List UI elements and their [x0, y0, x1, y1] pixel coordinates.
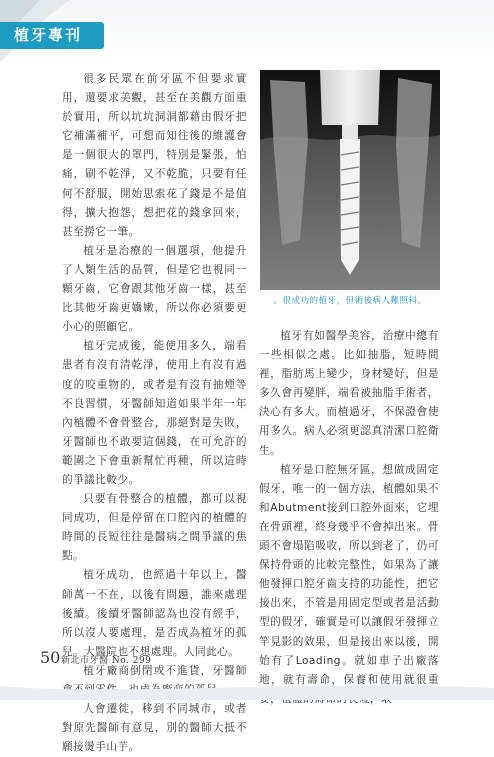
paragraph: 植牙成功，也經過十年以上，醫師萬一不在，以後有問題，誰來處理後續。後續牙醫師認為也沒有經手，所以沒人要處理，是否成為植牙的孤兒。大醫院也不想處理。人同此心。: [62, 569, 247, 658]
section-label: 植牙專刊: [0, 22, 104, 49]
page-number: 50: [40, 648, 61, 667]
paragraph: 植牙是治療的一個選項，他提升了人類生活的品質，但是它也視同一顆牙齒，它會跟其他牙齒一樣，甚至比其他牙齒更嬌嫩，所以你必須要更小心的照顧它。: [62, 244, 247, 334]
paragraph: 植牙是口腔無牙區，想做成固定假牙，唯一的一個方法，植體如果不和Abutment接到口腔外面來，它埋在骨頭裡，終身幾乎不會掉出來。骨頭不會塌陷吸收，所以到老了，仍可保持骨頭的比較完整性，如果為了讓他發揮口腔牙齒支持的功能性，把它接出來，不管是用固定型或者是活動型的假牙，確實是可以讓假牙發揮立竿見影的效果，但是接出來以後，開始有了Loading。就如車子出廠落地，就有壽命，保養和使用就很重: [259, 463, 439, 686]
dental-xray-image: [260, 70, 440, 290]
right-column: [259, 327, 439, 709]
paragraph: 植牙有如醫學美容，治療中總有一些相似之處。比如抽脂，短時間裡，脂肪馬上變少，身材變好，但是多久會再變胖，端看被抽脂手術者，決心有多大。而植過牙，不保證會使用多久。病人必須更認真清潔口腔衛生。: [259, 330, 439, 457]
paragraph: 植牙完成後，能使用多久，端看患者有沒有清乾淨，使用上有沒有過度的咬重物的，或者是有沒有抽煙等不良習慣，牙醫師知道如果半年一年內植體不會骨整合，那絕對是失敗，牙醫師也不敢要這個錢，在可允許的範圍之下會重新幫忙再種，所以這時的爭議比較少。: [62, 340, 247, 486]
image-caption: 。很成功的植牙，但術後病人難照料。: [273, 296, 427, 306]
paragraph: 很多民眾在前牙區不但要求實用，還要求美觀，甚至在美觀方面重於實用，所以坑坑洞洞都藉由假牙把它補滿補平，可想而知往後的維護會是一個很大的罩門，特別是緊張，怕痛，刷不乾淨，又不乾脆，只要有任何不舒服，開始思索花了錢是不是值得，擴大抱怨，想把花的錢拿回來，甚至撈它一筆。: [62, 73, 247, 238]
paragraph: 植牙廠商倒閉或不進貨，牙醫師: [83, 664, 247, 677]
paragraph: 只要有骨整合的植體，都可以視同成功，但是停留在口腔內的植體的時間的長短往往是醫病之間爭議的焦點。: [62, 493, 247, 563]
paragraph: 人會遷徙，移到不同城市，或者對原先醫師有意見，別的醫師大抵不願接燙手山芋。: [62, 703, 247, 754]
footer-decoration: [0, 678, 494, 700]
magazine-name: 新北市牙醫 No. 299: [61, 656, 152, 666]
